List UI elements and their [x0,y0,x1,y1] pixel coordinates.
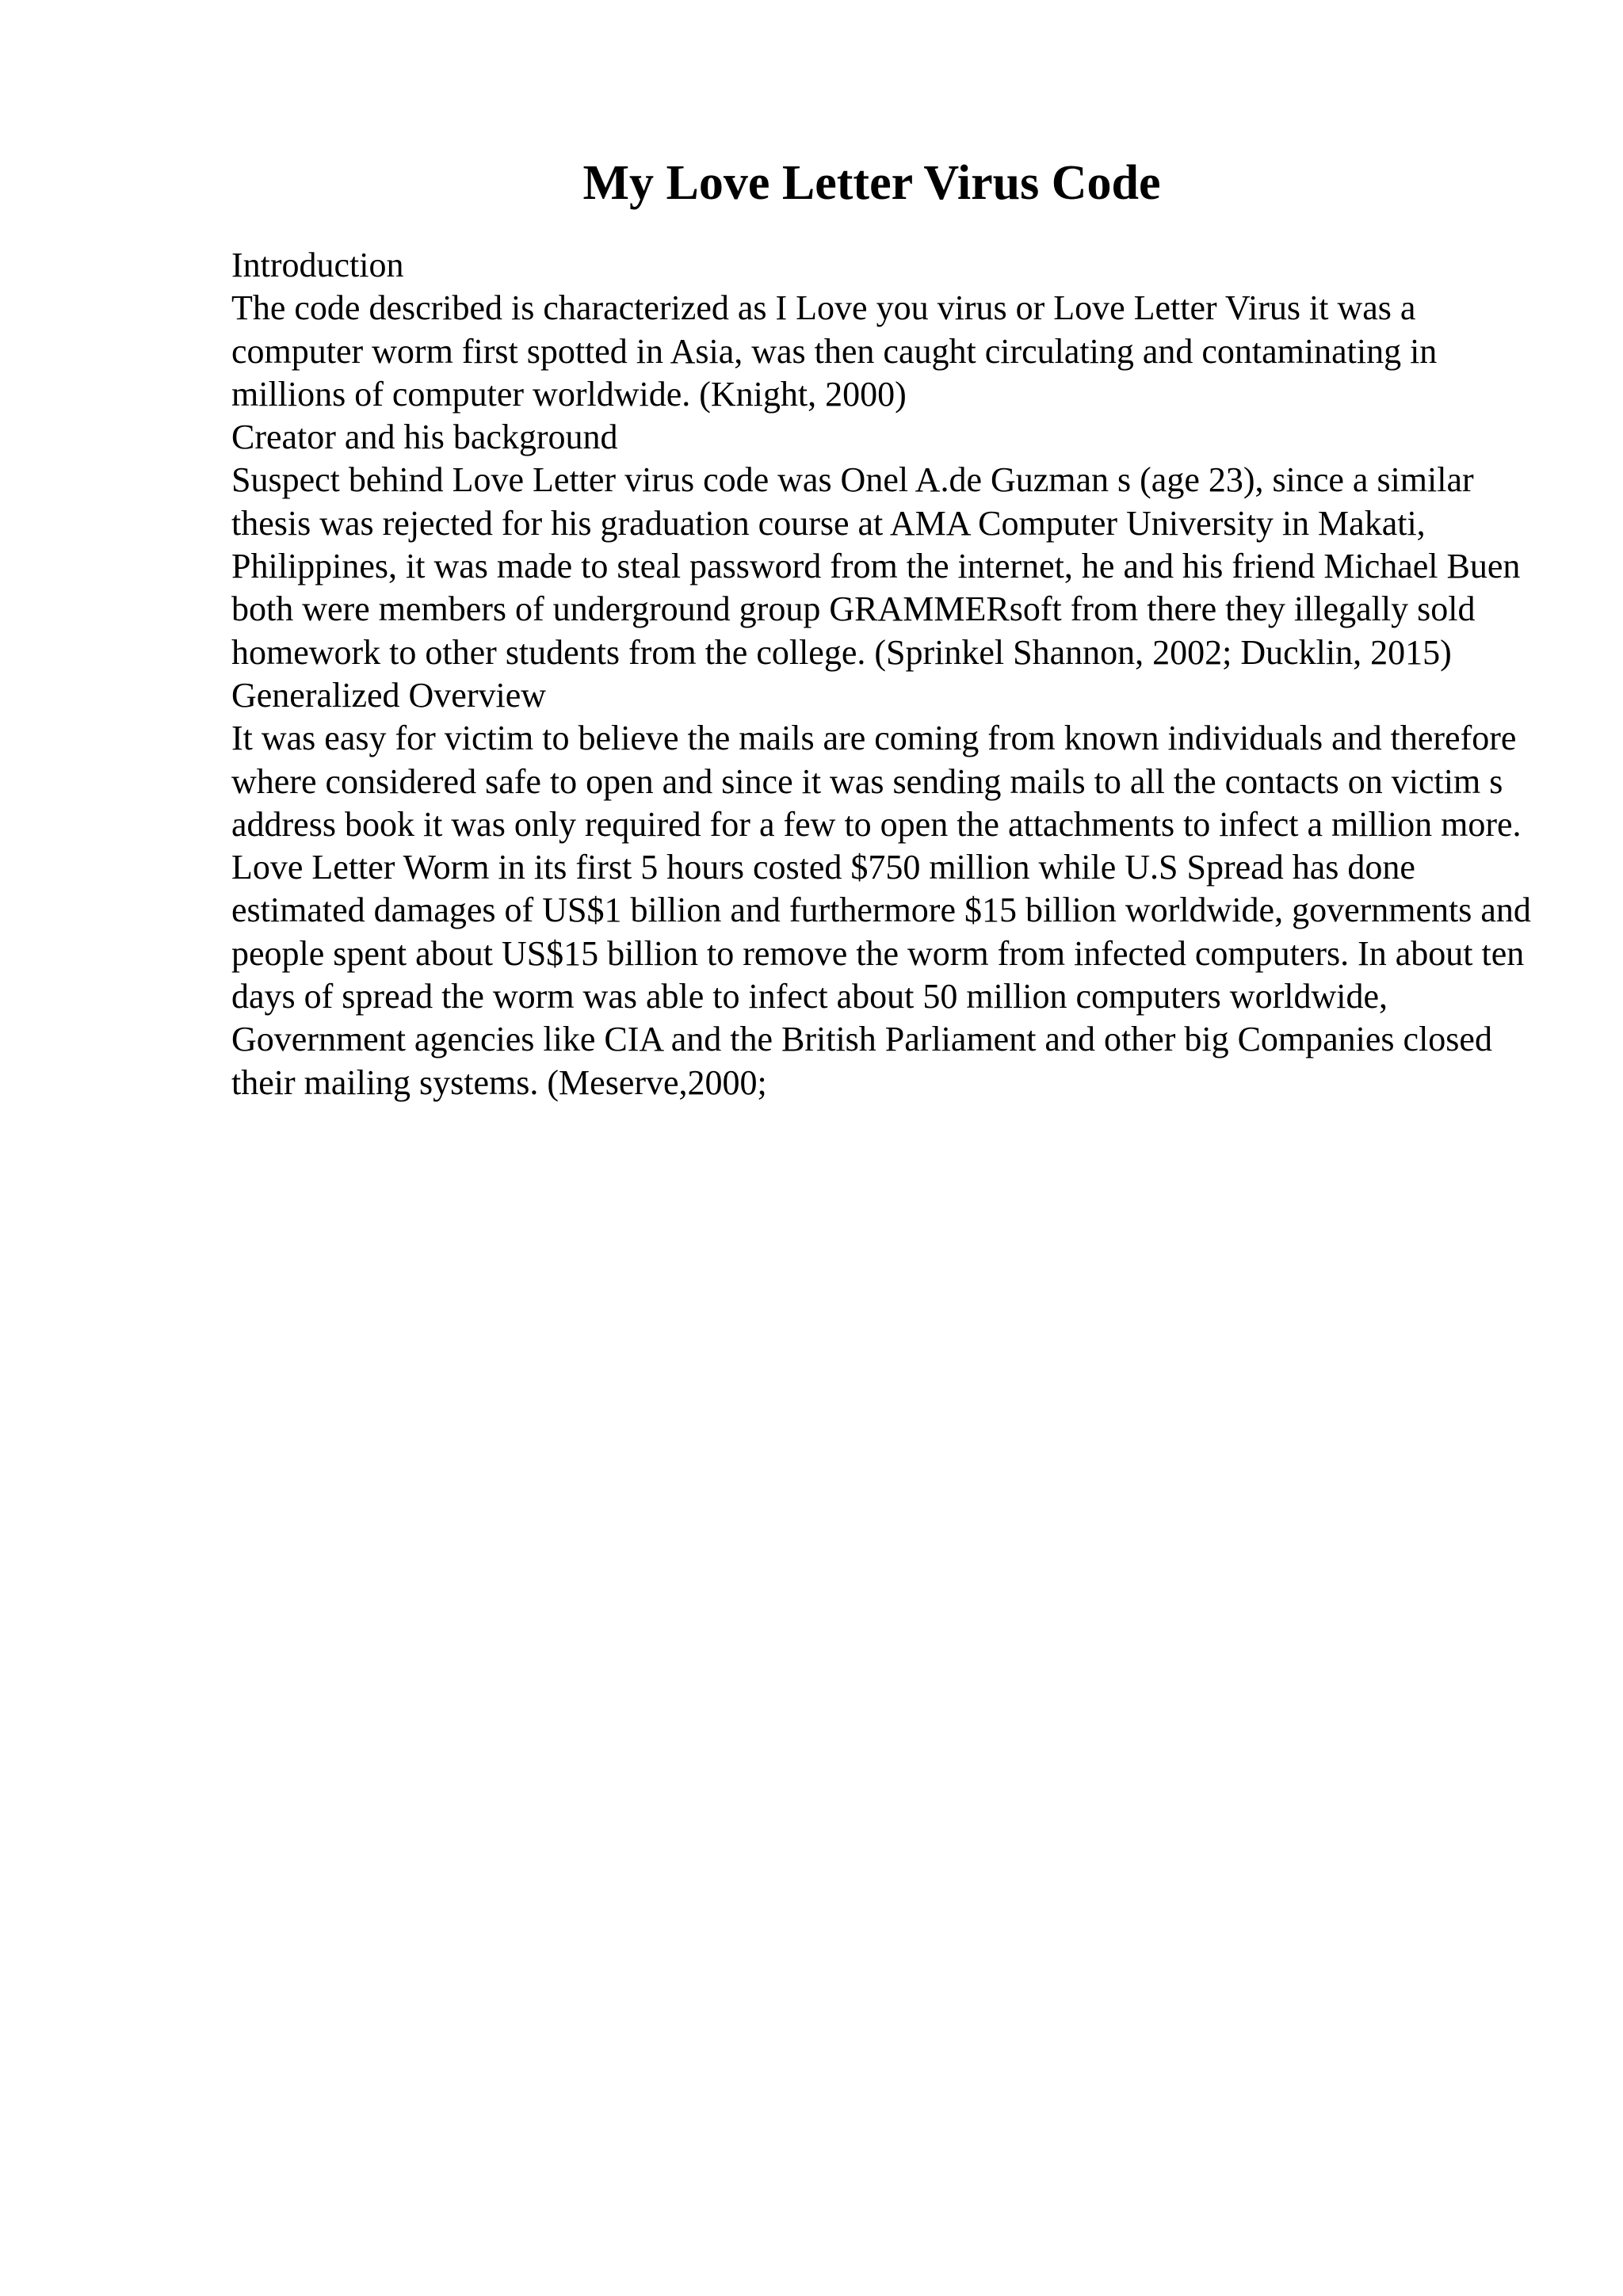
document-body [231,244,1547,1104]
section-heading-overview: Generalized Overview [231,675,547,715]
page-title: My Love Letter Virus Code [582,156,1161,210]
section-heading-creator: Creator and his background [231,418,618,457]
section-paragraph-overview: It was easy for victim to believe the mails are coming from known individuals and therefore where considered safe to open and since it was sending mails to all the contacts on victim s address book it was only required for a few to open the attachments to infect a million more. Love Letter Worm in its first 5 hours costed $750 million while U.S Spread has done estimated damages of US$1 billion and furthermore $15 billion worldwide, governments and people spent about US$15 billion to remove the worm from infected computers. In about ten days of spread the worm was able to infect about 50 million computers worldwide, Government agencies like CIA and the British Parliament and other big Companies closed their mailing systems. (Meserve,2000; [231,719,1531,1102]
section-heading-introduction: Introduction [231,246,404,284]
section-paragraph-creator: Suspect behind Love Letter virus code was Onel A.de Guzman s (age 23), since a similar thesis was rejected for his graduation course at AMA Computer University in Makati, Philippines, it was made to steal password from the internet, he and his friend Michael Buen both were members of underground group GRAMMERsoft from there they illegally sold homework to other students from the college. (Sprinkel Shannon, 2002; Ducklin, 2015) [231,460,1521,672]
section-paragraph-introduction: The code described is characterized as I Love you virus or Love Letter Virus it was a computer worm first spotted in Asia, was then caught circulating and contaminating in millions of computer worldwide. (Knight, 2000) [231,288,1438,414]
